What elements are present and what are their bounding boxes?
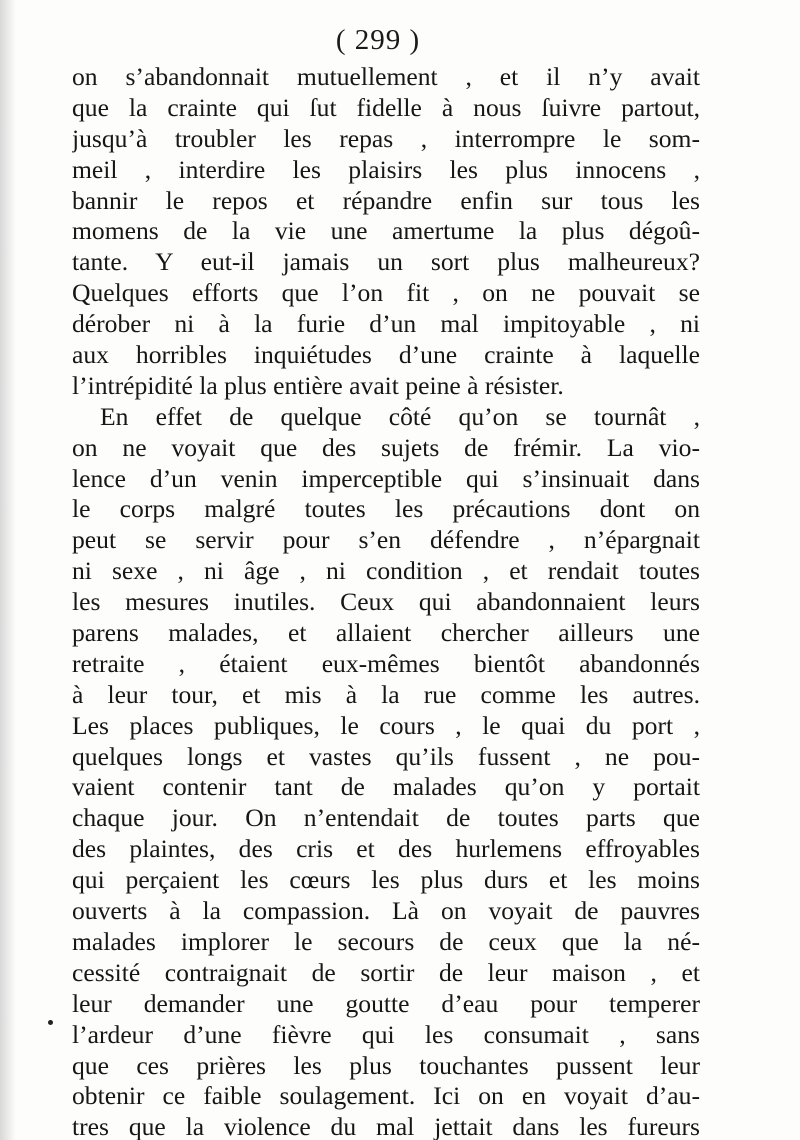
text-line: retraite , étaient eux-mêmes bientôt abandonnés xyxy=(72,648,700,678)
text-line: Quelques efforts que l’on fit , on ne pouvait se xyxy=(72,278,700,308)
text-line: tres que la violence du mal jettait dans les fureurs xyxy=(72,1112,700,1140)
text-line: Les places publiques, le cours , le quai du port , xyxy=(72,710,700,740)
text-line: meil , interdire les plaisirs les plus innocens , xyxy=(72,154,700,184)
text-line: parens malades, et allaient chercher ailleurs une xyxy=(72,618,700,648)
text-line: chaque jour. On n’entendait de toutes parts que xyxy=(72,803,700,833)
text-line: bannir le repos et répandre enfin sur tous les xyxy=(72,185,700,215)
text-line: lence d’un venin imperceptible qui s’insinuait dans xyxy=(72,463,700,493)
text-line: à leur tour, et mis à la rue comme les autres. xyxy=(72,679,700,709)
text-line: ni sexe , ni âge , ni condition , et rendait toutes xyxy=(72,556,700,586)
text-line: le corps malgré toutes les précautions dont on xyxy=(72,494,700,524)
text-line: peut se servir pour s’en défendre , n’épargnait xyxy=(72,525,700,555)
text-line: ouverts à la compassion. Là on voyait de pauvres xyxy=(72,896,700,926)
text-line: les mesures inutiles. Ceux qui abandonnaient leurs xyxy=(72,587,700,617)
text-line: on ne voyait que des sujets de frémir. La vio- xyxy=(72,432,700,462)
text-line: momens de la vie une amertume la plus dégoû- xyxy=(72,216,700,246)
text-line: obtenir ce faible soulagement. Ici on en voyait d’au- xyxy=(72,1081,700,1111)
text-line: jusqu’à troubler les repas , interrompre le som- xyxy=(72,123,700,153)
text-line: leur demander une goutte d’eau pour temperer xyxy=(72,988,700,1018)
text-line: dérober ni à la furie d’un mal impitoyable , ni xyxy=(72,309,700,339)
text-line: tante. Y eut-il jamais un sort plus malheureux? xyxy=(72,247,700,277)
page-gutter-shadow xyxy=(0,0,16,1140)
page-body-text xyxy=(72,62,700,1140)
text-line: En effet de quelque côté qu’on se tournât , xyxy=(100,401,700,431)
text-line: l’ardeur d’une fièvre qui les consumait , sans xyxy=(72,1019,700,1049)
text-line: cessité contraignait de sortir de leur maison , et xyxy=(72,957,700,987)
text-line: vaient contenir tant de malades qu’on y portait xyxy=(72,772,700,802)
page-number: ( 299 ) xyxy=(335,24,421,56)
text-line: on s’abandonnait mutuellement , et il n’y avait xyxy=(72,62,700,91)
text-line: malades implorer le secours de ceux que la né- xyxy=(72,926,700,956)
text-line: des plaintes, des cris et des hurlemens effroyables xyxy=(72,834,700,864)
text-line: que ces prières les plus touchantes pussent leur xyxy=(72,1050,700,1080)
text-line: quelques longs et vastes qu’ils fussent , ne pou- xyxy=(72,741,700,771)
margin-ink-dot xyxy=(48,1020,53,1025)
text-line: l’intrépidité la plus entière avait peine à résister. xyxy=(72,370,564,400)
text-line: que la crainte qui ſut fidelle à nous ſuivre partout, xyxy=(72,92,700,122)
text-line: qui perçaient les cœurs les plus durs et les moins xyxy=(72,865,700,895)
text-line: aux horribles inquiétudes d’une crainte à laquelle xyxy=(72,340,700,370)
